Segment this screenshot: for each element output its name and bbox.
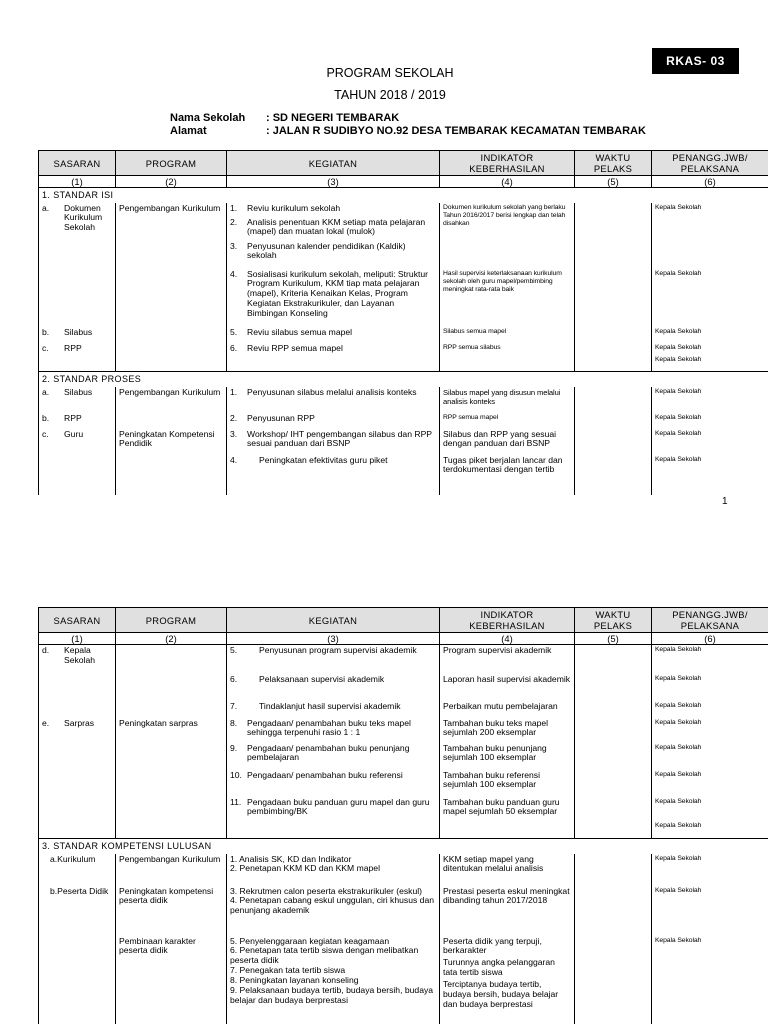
indikator-cell: Silabus semua mapel	[443, 327, 507, 335]
sasaran-cell: a. Dokumen Kurikulum Sekolah	[42, 202, 103, 233]
kegiatan-cell: 5. Reviu silabus semua mapel	[230, 326, 353, 337]
kegiatan-cell: 1. Reviu kurikulum sekolah	[230, 202, 341, 213]
sasaran-cell: d. Kepala Sekolah	[42, 645, 96, 665]
kegiatan-cell: 6. Reviu RPP semua mapel	[230, 342, 343, 353]
header-num: (4)	[440, 176, 575, 188]
sasaran-cell: b. RPP	[42, 412, 82, 423]
kegiatan-cell: 7. Tindaklanjut hasil supervisi akademik	[230, 700, 401, 711]
header-num: (2)	[116, 176, 227, 188]
indikator-cell: Tambahan buku referensi sejumlah 100 eksemplar	[440, 770, 575, 797]
penanggung-jawab-cell: Kepala Sekolah	[655, 355, 702, 363]
school-name-value: : SD NEGERI TEMBARAK	[266, 112, 400, 124]
header-kegiatan: KEGIATAN	[227, 151, 440, 176]
waktu-cell	[575, 387, 652, 413]
sasaran-cell: c. Guru	[42, 428, 84, 439]
header-indikator: INDIKATOR KEBERHASILAN	[440, 608, 575, 633]
penanggung-jawab-cell: Kepala Sekolah	[655, 203, 702, 211]
header-program: PROGRAM	[116, 151, 227, 176]
indikator-cell: RPP semua mapel	[443, 413, 499, 421]
indikator-cell: Perbaikan mutu pembelajaran	[440, 701, 575, 718]
kegiatan-cell: 11. Pengadaan buku panduan guru mapel dan guru pembimbing/BK	[230, 796, 430, 817]
sasaran-cell: b. Silabus	[42, 326, 93, 337]
penanggung-jawab-cell: Kepala Sekolah	[655, 701, 702, 709]
penanggung-jawab-cell: Kepala Sekolah	[655, 327, 702, 335]
indikator-cell: Silabus dan RPP yang sesuai dengan panduan dari BSNP	[440, 429, 575, 455]
waktu-cell	[575, 343, 652, 372]
section-heading: 1. STANDAR ISI	[39, 188, 768, 203]
waktu-cell	[575, 936, 652, 1024]
penanggung-jawab-cell: Kepala Sekolah	[655, 387, 702, 395]
indikator-cell: Hasil supervisi keterlaksanaan kurikulum sekolah oleh guru mapel/pembimbing meningkat rata-rata baik	[443, 269, 562, 294]
document-year: TAHUN 2018 / 2019	[334, 88, 446, 102]
header-indikator: INDIKATOR KEBERHASILAN	[440, 151, 575, 176]
page-number: 1	[722, 496, 728, 507]
penanggung-jawab-cell: Kepala Sekolah	[655, 455, 702, 463]
kegiatan-cell: 4. Sosialisasi kurikulum sekolah, meliputi: Struktur Program Kurikulum, KKM tiap mata pelajaran (mapel), Kriteria Kenaikan Kelas, Program Kegiatan Ekstrakurikuler, dan Layanan Bimbingan Konseling	[230, 268, 429, 318]
indikator-cell: Laporan hasil supervisi akademik	[440, 674, 575, 701]
penanggung-jawab-cell: Kepala Sekolah	[655, 343, 702, 351]
program-cell: Pembinaan karakter peserta didik	[116, 936, 227, 1024]
indikator-cell: Peserta didik yang terpuji, berkarakter Turunnya angka pelanggaran tata tertib siswa Terciptanya budaya tertib, budaya bersih, budaya belajar dan budaya berprestasi	[440, 936, 575, 1024]
waktu-cell	[575, 429, 652, 495]
penanggung-jawab-cell: Kepala Sekolah	[655, 269, 702, 277]
kegiatan-cell: 3. Rekrutmen calon peserta ekstrakurikuler (eskul) 4. Penetapan cabang eskul unggulan, ciri khusus dan penunjang akademik	[227, 886, 440, 936]
penanggung-jawab-cell: Kepala Sekolah	[655, 797, 702, 805]
waktu-cell	[575, 886, 652, 936]
header-program: PROGRAM	[116, 608, 227, 633]
kegiatan-cell: 1. Penyusunan silabus melalui analisis konteks	[230, 386, 417, 397]
program-cell: Pengembangan Kurikulum	[116, 854, 227, 886]
header-penanggung-jawab: PENANGG.JWB/ PELAKSANA	[652, 608, 768, 633]
indikator-cell: Tambahan buku panduan guru mapel sejumlah 50 eksemplar	[440, 797, 575, 839]
header-waktu: WAKTU PELAKS	[575, 608, 652, 633]
penanggung-jawab-cell: Kepala Sekolah	[655, 743, 702, 751]
section-heading: 2. STANDAR PROSES	[39, 372, 768, 387]
school-address-value: : JALAN R SUDIBYO NO.92 DESA TEMBARAK KECAMATAN TEMBARAK	[266, 125, 646, 137]
penanggung-jawab-cell: Kepala Sekolah	[655, 413, 702, 421]
penanggung-jawab-cell: Kepala Sekolah	[655, 429, 702, 437]
kegiatan-cell: 6. Pelaksanaan supervisi akademik	[230, 673, 385, 684]
kegiatan-cell: 3. Workshop/ IHT pengembangan silabus dan RPP sesuai panduan dari BSNP	[230, 428, 432, 449]
school-address-row	[170, 125, 646, 137]
program-cell	[116, 645, 227, 718]
waktu-cell	[575, 718, 652, 839]
header-num: (1)	[39, 633, 116, 645]
waktu-cell	[575, 269, 652, 327]
header-waktu: WAKTU PELAKS	[575, 151, 652, 176]
school-name-row	[170, 112, 399, 124]
indikator-cell: Tugas piket berjalan lancar dan terdokumentasi dengan tertib	[440, 455, 575, 495]
penanggung-jawab-cell: Kepala Sekolah	[655, 821, 702, 829]
waktu-cell	[575, 413, 652, 429]
sasaran-cell: e. Sarpras	[42, 717, 95, 728]
header-num: (5)	[575, 633, 652, 645]
header-kegiatan: KEGIATAN	[227, 608, 440, 633]
kegiatan-cell: 10. Pengadaan/ penambahan buku referensi	[230, 769, 403, 780]
penanggung-jawab-cell: Kepala Sekolah	[655, 886, 702, 894]
header-num: (6)	[652, 633, 768, 645]
kegiatan-cell: 9. Pengadaan/ penambahan buku penunjang pembelajaran	[230, 742, 410, 763]
kegiatan-cell: 8. Pengadaan/ penambahan buku teks mapel sehingga terpenuhi rasio 1 : 1	[230, 717, 411, 738]
sasaran-cell: a. Kurikulum	[50, 853, 96, 864]
sasaran-cell: a. Silabus	[42, 386, 93, 397]
penanggung-jawab-cell: Kepala Sekolah	[655, 770, 702, 778]
kegiatan-cell: 2. Penyusunan RPP	[230, 412, 315, 423]
program-cell: Pengembangan Kurikulum	[116, 203, 227, 372]
document-title: PROGRAM SEKOLAH	[326, 66, 454, 80]
waktu-cell	[575, 854, 652, 886]
waktu-cell	[575, 327, 652, 343]
kegiatan-cell: 3. Penyusunan kalender pendidikan (Kaldik) sekolah	[230, 240, 406, 261]
document-code-badge: RKAS- 03	[652, 48, 739, 74]
program-table-page-1	[38, 150, 768, 495]
indikator-cell: Tambahan buku teks mapel sejumlah 200 eksemplar	[440, 718, 575, 743]
header-num: (3)	[227, 176, 440, 188]
penanggung-jawab-cell: Kepala Sekolah	[655, 854, 702, 862]
penanggung-jawab-cell: Kepala Sekolah	[655, 646, 702, 653]
program-cell: Peningkatan sarpras	[116, 718, 227, 839]
kegiatan-cell: 5. Penyusunan program supervisi akademik	[230, 645, 417, 655]
header-num: (2)	[116, 633, 227, 645]
header-num: (6)	[652, 176, 768, 188]
indikator-cell: Program supervisi akademik	[440, 645, 575, 674]
indikator-cell: Tambahan buku penunjang sejumlah 100 eksemplar	[440, 743, 575, 770]
indikator-cell: KKM setiap mapel yang ditentukan melalui analisis	[440, 854, 575, 886]
kegiatan-cell: 1. Analisis SK, KD dan Indikator 2. Penetapan KKM KD dan KKM mapel	[227, 854, 440, 886]
penanggung-jawab-cell: Kepala Sekolah	[655, 936, 702, 944]
sasaran-cell: c. RPP	[42, 342, 82, 353]
sasaran-cell: b. Peserta Didik	[50, 885, 109, 896]
program-cell: Peningkatan kompetensi peserta didik	[116, 886, 227, 936]
waktu-cell	[575, 645, 652, 718]
indikator-cell: Dokumen kurikulum sekolah yang berlaku Tahun 2016/2017 berisi lengkap dan telah disahkan	[443, 203, 566, 228]
program-cell: Peningkatan Kompetensi Pendidik	[116, 429, 227, 495]
program-cell: Pengembangan Kurikulum	[116, 387, 227, 429]
indikator-cell: Silabus mapel yang disusun melalui analisis konteks	[443, 387, 561, 406]
indikator-cell: Prestasi peserta eskul meningkat dibanding tahun 2017/2018	[440, 886, 575, 936]
sasaran-cell	[39, 269, 116, 327]
header-num: (1)	[39, 176, 116, 188]
section-heading: 3. STANDAR KOMPETENSI LULUSAN	[39, 839, 768, 854]
school-address-label: Alamat	[170, 125, 207, 137]
program-table-page-2	[38, 607, 768, 1024]
header-num: (3)	[227, 633, 440, 645]
penanggung-jawab-cell: Kepala Sekolah	[655, 674, 702, 682]
header-penanggung-jawab: PENANGG.JWB/ PELAKSANA	[652, 151, 768, 176]
header-sasaran: SASARAN	[39, 608, 116, 633]
header-num: (4)	[440, 633, 575, 645]
header-num: (5)	[575, 176, 652, 188]
waktu-cell	[575, 203, 652, 269]
kegiatan-cell: 2. Analisis penentuan KKM setiap mata pelajaran (mapel) dan muatan lokal (mulok)	[230, 216, 426, 237]
school-name-label: Nama Sekolah	[170, 112, 246, 124]
header-sasaran: SASARAN	[39, 151, 116, 176]
penanggung-jawab-cell: Kepala Sekolah	[655, 718, 702, 726]
sasaran-cell	[39, 936, 116, 1024]
indikator-cell: RPP semua silabus	[443, 343, 501, 351]
kegiatan-cell: 4. Peningkatan efektivitas guru piket	[230, 454, 388, 465]
kegiatan-cell: 5. Penyelenggaraan kegiatan keagamaan 6. Penetapan tata tertib siswa dengan melibatkan peserta didik 7. Penegakan tata tertib siswa 8. Peningkatan layanan konseling 9. Pelaksanaan budaya tertib, budaya bersih, budaya belajar dan budaya berprestasi	[227, 936, 440, 1024]
